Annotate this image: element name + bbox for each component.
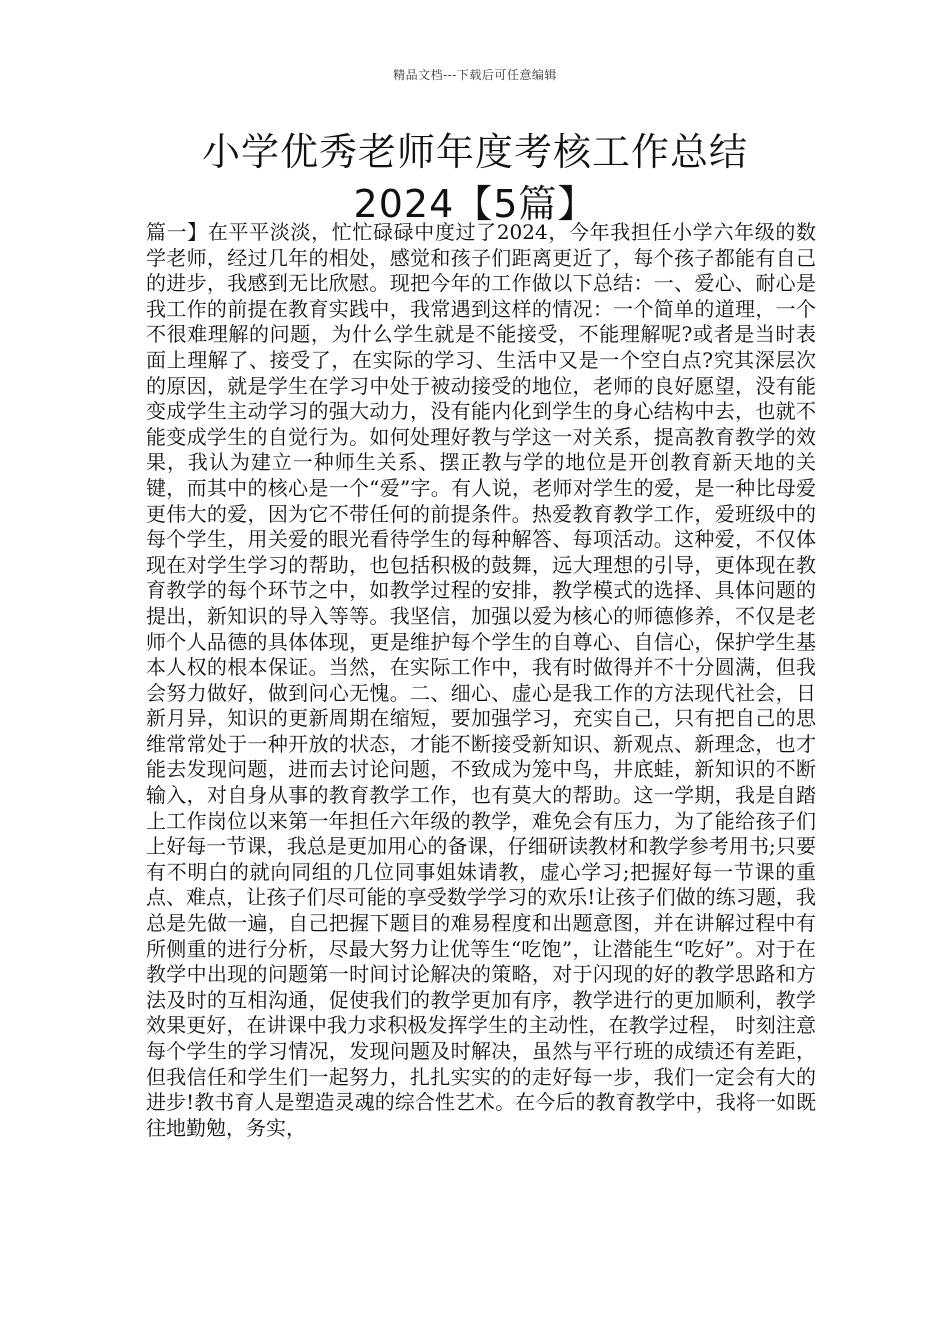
header-note: 精品文档---下载后可任意编辑 (393, 68, 557, 82)
title-line-1: 小学优秀老师年度考核工作总结 (201, 130, 748, 174)
title-line-2: 2024【5篇】 (353, 182, 597, 226)
document-title (0, 126, 950, 230)
body-paragraph: 篇一】在平平淡淡，忙忙碌碌中度过了2024，今年我担任小学六年级的数学老师，经过几年的相处，感觉和孩子们距离更近了，每个孩子都能有自己的进步，我感到无比欣慰。现把今年的工作做以下总结：一、爱心、耐心是我工作的前提在教育实践中，我常遇到这样的情况：一个简单的道理，一个不很难理解的问题，为什么学生就是不能接受，不能理解呢?或者是当时表面上理解了、接受了，在实际的学习、生活中又是一个空白点?究其深层次的原因，就是学生在学习中处于被动接受的地位，老师的良好愿望，没有能变成学生主动学习的强大动力，没有能内化到学生的身心结构中去，也就不能变成学生的自觉行为。如何处理好教与学这一对关系，提高教育教学的效果，我认为建立一种师生关系、摆正教与学的地位是开创教育新天地的关键，而其中的核心是一个“爱”字。有人说，老师对学生的爱，是一种比母爱更伟大的爱，因为它不带任何的前提条件。热爱教育教学工作，爱班级中的每个学生，用关爱的眼光看待学生的每种解答、每项活动。这种爱，不仅体现在对学生学习的帮助，也包括积极的鼓舞，远大理想的引导，更体现在教育教学的每个环节之中，如教学过程的安排，教学模式的选择、具体问题的提出，新知识的导入等等。我坚信，加强以爱为核心的师德修养，不仅是老师个人品德的具体体现，更是维护每个学生的自尊心、自信心，保护学生基本人权的根本保证。当然，在实际工作中，我有时做得并不十分圆满，但我会努力做好，做到问心无愧。二、细心、虚心是我工作的方法现代社会，日新月异，知识的更新周期在缩短，要加强学习，充实自己，只有把自己的思维常常处于一种开放的状态，才能不断接受新知识、新观点、新理念，也才能去发现问题，进而去讨论问题，不致成为笼中鸟，井底蛙，新知识的不断输入，对自身从事的教育教学工作，也有莫大的帮助。这一学期，我是自踏上工作岗位以来第一年担任六年级的教学，难免会有压力，为了能给孩子们上好每一节课，我总是更加用心的备课，仔细研读教材和教学参考用书;只要有不明白的就向同组的几位同事姐妹请教，虚心学习;把握好每一节课的重点、难点，让孩子们尽可能的享受数学学习的欢乐!让孩子们做的练习题，我总是先做一遍，自己把握下题目的难易程度和出题意图，并在讲解过程中有所侧重的进行分析，尽最大努力让优等生“吃饱”，让潜能生“吃好”。对于在教学中出现的问题第一时间讨论解决的策略，对于闪现的好的教学思路和方法及时的互相沟通，促使我们的教学更加有序，教学进行的更加顺利，教学效果更好，在讲课中我力求积极发挥学生的主动性，在教学过程， 时刻注意每个学生的学习情况，发现问题及时解决，虽然与平行班的成绩还有差距，但我信任和学生们一起努力，扎扎实实的的走好每一步，我们一定会有大的进步!教书育人是塑造灵魂的综合性艺术。在今后的教育教学中，我将一如既往地勤勉，务实， (146, 220, 816, 1140)
